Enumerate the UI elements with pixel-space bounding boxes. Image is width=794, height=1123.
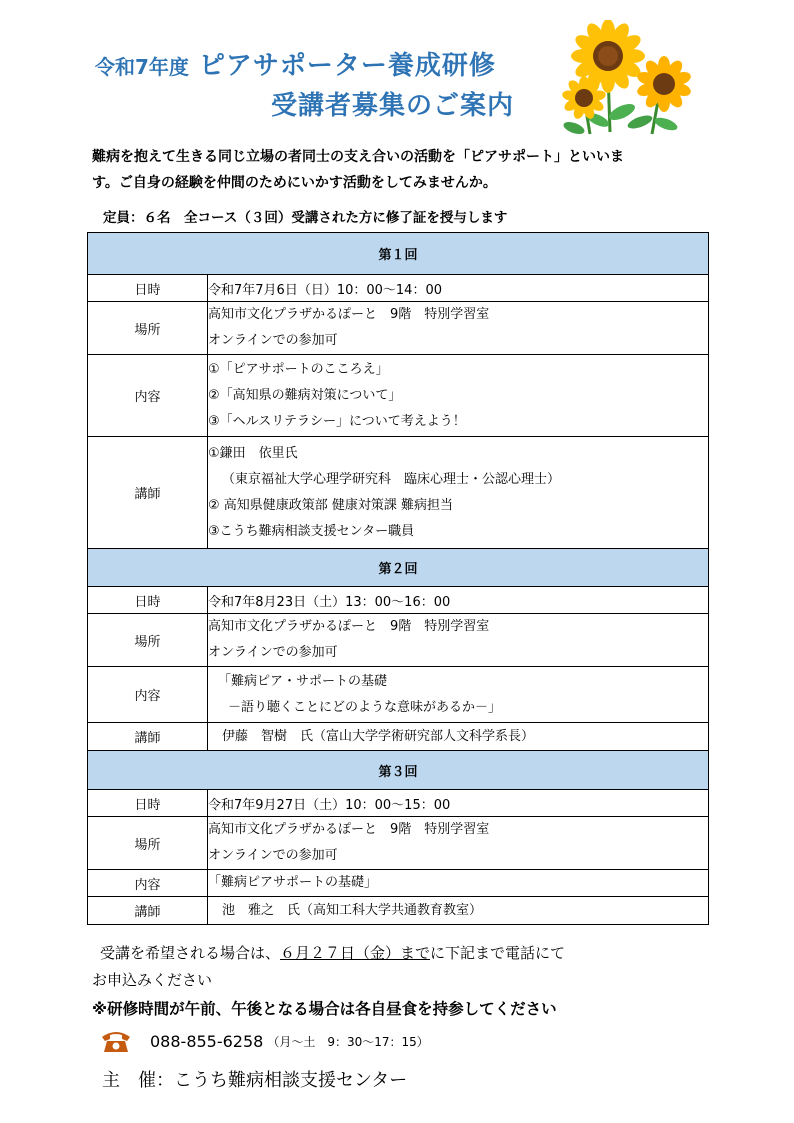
lecturer-value bbox=[208, 437, 709, 549]
content-line: ①「ピアサポートのこころえ」 bbox=[208, 361, 389, 377]
telephone-icon bbox=[100, 1028, 132, 1054]
place-label: 場所 bbox=[88, 302, 208, 355]
session-3-date-row bbox=[88, 790, 709, 817]
lecturer-line: （東京福祉大学心理学研究科 臨床心理士・公認心理士） bbox=[222, 471, 561, 487]
content-line: 「難病ピア・サポートの基礎 bbox=[218, 673, 388, 689]
phone-row bbox=[92, 1026, 712, 1056]
session-1-content-row bbox=[88, 355, 709, 437]
place-label: 場所 bbox=[88, 614, 208, 667]
title-line-1 bbox=[95, 48, 565, 84]
title-block bbox=[95, 48, 565, 126]
content-line: ③「ヘルスリテラシー」について考えよう！ bbox=[208, 413, 466, 429]
session-2-date-row bbox=[88, 587, 709, 614]
content-value bbox=[208, 355, 709, 437]
place-line: オンラインでの参加可 bbox=[208, 333, 338, 348]
phone-number: 088-855-6258 bbox=[150, 1031, 264, 1051]
session-1-place-row bbox=[88, 302, 709, 355]
lecturer-value bbox=[208, 897, 709, 925]
session-1-header-row bbox=[88, 233, 709, 275]
sunflowers-illustration bbox=[560, 20, 695, 138]
lecturer-value bbox=[208, 723, 709, 751]
lecturer-line: ② 高知県健康政策部 健康対策課 難病担当 bbox=[208, 497, 454, 513]
schedule-table bbox=[87, 232, 709, 925]
content-line: ②「高知県の難病対策について」 bbox=[208, 387, 402, 403]
content-label: 内容 bbox=[88, 870, 208, 897]
session-heading: 第２回 bbox=[88, 549, 709, 587]
content-label: 内容 bbox=[88, 667, 208, 723]
phone-hours: （月〜土 9：30〜17：15） bbox=[267, 1034, 429, 1049]
session-2-place-row bbox=[88, 614, 709, 667]
lecturer-line: 池 雅之 氏（高知工科大学共通教育教室） bbox=[222, 902, 483, 918]
application-line-2: お申込みください bbox=[92, 971, 213, 989]
date-label: 日時 bbox=[88, 790, 208, 817]
title-year: 令和7年度 bbox=[95, 55, 189, 79]
session-heading: 第３回 bbox=[88, 751, 709, 790]
session-1-date-row bbox=[88, 275, 709, 302]
session-2-content-row bbox=[88, 667, 709, 723]
title-subtitle: 受講者募集のご案内 bbox=[271, 91, 515, 121]
footer bbox=[92, 940, 712, 1092]
session-1-lecturer-row bbox=[88, 437, 709, 549]
session-3-header-row bbox=[88, 751, 709, 790]
session-heading: 第１回 bbox=[88, 233, 709, 275]
application-line-1 bbox=[92, 940, 712, 967]
content-value bbox=[208, 667, 709, 723]
place-value bbox=[208, 817, 709, 870]
content-label: 内容 bbox=[88, 355, 208, 437]
application-note bbox=[92, 940, 712, 994]
date-label: 日時 bbox=[88, 275, 208, 302]
lecturer-label: 講師 bbox=[88, 897, 208, 925]
content-line: －語り聴くことにどのような意味があるか－」 bbox=[228, 699, 502, 715]
apply-pre: 受講を希望される場合は、 bbox=[100, 944, 281, 962]
lunch-note: ※研修時間が午前、午後となる場合は各自昼食を持参してください bbox=[92, 1000, 557, 1018]
session-3-content-row bbox=[88, 870, 709, 897]
intro-line-2: す。ご自身の経験を仲間のためにいかす活動をしてみませんか。 bbox=[92, 175, 497, 191]
lecturer-line: ③こうち難病相談支援センター職員 bbox=[208, 523, 415, 539]
intro-line-1: 難病を抱えて生きる同じ立場の者同士の支え合いの活動を「ピアサポート」といいま bbox=[92, 149, 624, 165]
organizer: 主 催：こうち難病相談支援センター bbox=[102, 1070, 408, 1091]
place-value bbox=[208, 302, 709, 355]
apply-post: に下記まで電話にて bbox=[430, 944, 566, 962]
intro-text bbox=[92, 144, 702, 196]
date-label: 日時 bbox=[88, 587, 208, 614]
lecturer-line: 伊藤 智樹 氏（富山大学学術研究部人文科学系長） bbox=[222, 728, 535, 744]
place-line: 高知市文化プラザかるぽーと 9階 特別学習室 bbox=[208, 307, 490, 322]
place-line: 高知市文化プラザかるぽーと 9階 特別学習室 bbox=[208, 822, 490, 837]
place-line: オンラインでの参加可 bbox=[208, 848, 338, 863]
date-value: 令和7年8月23日（土）13：00〜16：00 bbox=[208, 587, 709, 614]
place-line: オンラインでの参加可 bbox=[208, 645, 338, 660]
title-main: ピアサポーター養成研修 bbox=[198, 51, 496, 81]
place-value bbox=[208, 614, 709, 667]
session-2-lecturer-row bbox=[88, 723, 709, 751]
place-line: 高知市文化プラザかるぽーと 9階 特別学習室 bbox=[208, 619, 490, 634]
date-value: 令和7年9月27日（土）10：00〜15：00 bbox=[208, 790, 709, 817]
date-value: 令和7年7月6日（日）10：00〜14：00 bbox=[208, 275, 709, 302]
session-3-place-row bbox=[88, 817, 709, 870]
content-line: 「難病ピアサポートの基礎」 bbox=[208, 875, 378, 890]
apply-deadline: ６月２７日（金）まで bbox=[280, 944, 431, 962]
content-value bbox=[208, 870, 709, 897]
lecturer-label: 講師 bbox=[88, 437, 208, 549]
capacity-note: 定員：６名 全コース（３回）受講された方に修了証を授与します bbox=[103, 210, 508, 226]
place-label: 場所 bbox=[88, 817, 208, 870]
lecturer-line: ①鎌田 依里氏 bbox=[208, 445, 298, 461]
session-2-header-row bbox=[88, 549, 709, 587]
lecturer-label: 講師 bbox=[88, 723, 208, 751]
session-3-lecturer-row bbox=[88, 897, 709, 925]
